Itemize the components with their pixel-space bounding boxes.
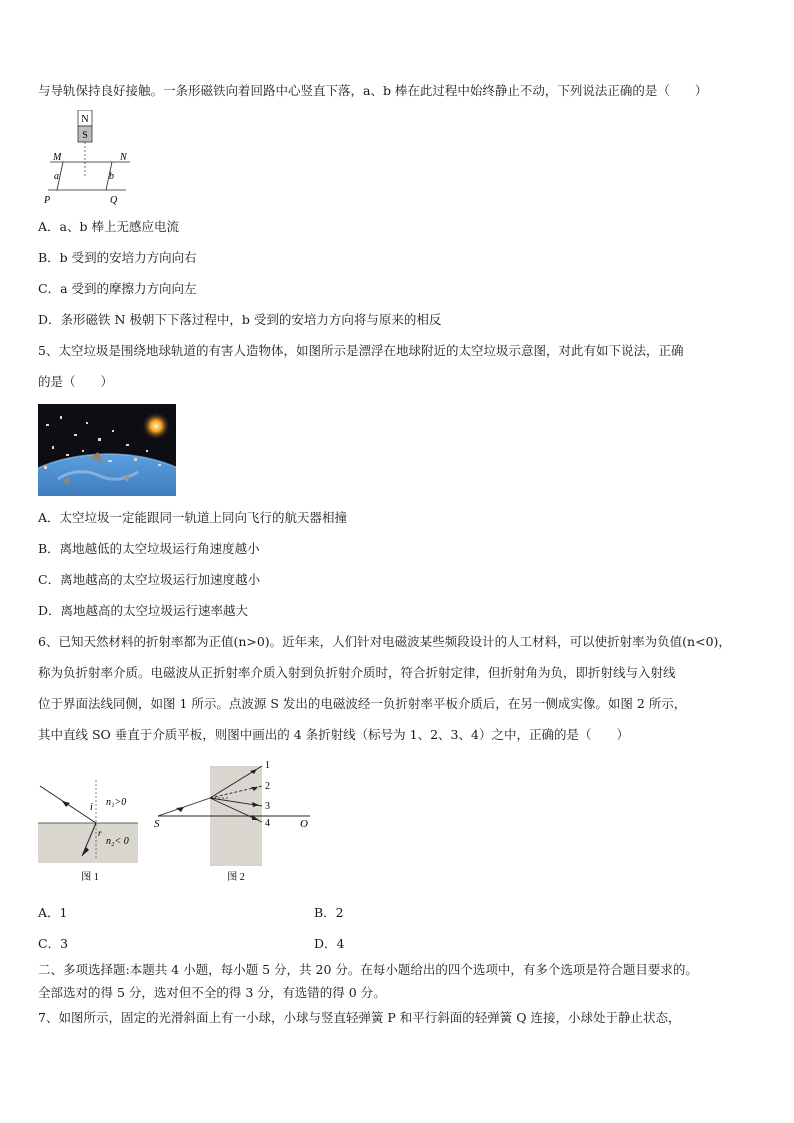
label-m: M: [53, 152, 62, 163]
q6-figure-2: [150, 758, 320, 885]
q4-figure-magnet-rails: [40, 110, 140, 206]
n2-label: n₂< 0: [106, 836, 129, 847]
q4-option-c: C．a 受到的摩擦力方向向左: [38, 281, 197, 296]
incident-arrow-icon: [62, 801, 70, 807]
space-debris-photo: [38, 404, 176, 496]
ray-4-label: 4: [265, 818, 270, 829]
ray-3-label: 3: [265, 801, 270, 812]
q4-option-a: A．a、b 棒上无感应电流: [38, 219, 179, 234]
point-o-label: O: [300, 818, 308, 830]
ray-2-label: 2: [265, 781, 270, 792]
section2-heading-line-1: 二、多项选择题:本题共 4 小题，每小题 5 分，共 20 分。在每小题给出的四个选项中，有多个选项是符合题目要求的。: [38, 962, 698, 977]
label-n-rail: N: [120, 152, 127, 163]
label-b: b: [109, 171, 114, 182]
angle-r-label: r: [98, 828, 102, 838]
q6-figure-1: [38, 770, 148, 885]
magnet-n-label: N: [81, 114, 89, 125]
angle-i-label: i: [90, 802, 93, 813]
q6-option-c: C．3: [38, 936, 69, 951]
fig2-caption: 图 2: [227, 872, 245, 883]
q5-text-line-2: 的是（ ）: [38, 374, 114, 389]
source-s-label: S: [154, 818, 160, 830]
label-q: Q: [110, 195, 118, 206]
q6-text-line-3: 位于界面法线同侧，如图 1 所示。点波源 S 发出的电磁波经一负折射率平板介质后，在另一侧成实像。如图 2 所示，: [38, 696, 687, 711]
q4-text-line-1: 与导轨保持良好接触。一条形磁铁向着回路中心竖直下落，a、b 棒在此过程中始终静止不动，下列说法正确的是（ ）: [38, 83, 708, 98]
magnet-s-label: S: [82, 130, 88, 141]
q4-option-d: D．条形磁铁 N 极朝下下落过程中，b 受到的安培力方向将与原来的相反: [38, 312, 442, 327]
q7-text-line-1: 7、如图所示，固定的光滑斜面上有一小球，小球与竖直轻弹簧 P 和平行斜面的轻弹簧 Q 连接，小球处于静止状态，: [38, 1010, 681, 1025]
n1-label: n₁>0: [106, 797, 127, 808]
fig1-caption: 图 1: [81, 872, 99, 883]
q5-text-line-1: 5、太空垃圾是围绕地球轨道的有害人造物体，如图所示是漂浮在地球附近的太空垃圾示意图，对此有如下说法，正确: [38, 343, 684, 358]
label-a: a: [54, 171, 59, 182]
q6-option-d: D．4: [314, 936, 345, 951]
q4-option-b: B．b 受到的安培力方向向右: [38, 250, 197, 265]
q6-text-line-1: 6、已知天然材料的折射率都为正值(n>0)。近年来，人们针对电磁波某些频段设计的人工材料，可以使折射率为负值(n<0)，: [38, 634, 731, 649]
label-p: P: [44, 195, 51, 206]
q5-option-d: D．离地越高的太空垃圾运行速率越大: [38, 603, 249, 618]
q5-option-c: C．离地越高的太空垃圾运行加速度越小: [38, 572, 261, 587]
q5-option-a: A．太空垃圾一定能跟同一轨道上同向飞行的航天器相撞: [38, 510, 348, 525]
ray-1-label: 1: [265, 760, 270, 771]
q5-option-b: B．离地越低的太空垃圾运行角速度越小: [38, 541, 260, 556]
section2-heading-line-2: 全部选对的得 5 分，选对但不全的得 3 分，有选错的得 0 分。: [38, 985, 386, 1000]
q6-option-a: A．1: [38, 905, 68, 920]
q6-option-b: B．2: [314, 905, 344, 920]
q6-text-line-4: 其中直线 SO 垂直于介质平板，则图中画出的 4 条折射线（标号为 1、2、3、4）之中，正确的是（ ）: [38, 727, 629, 742]
q6-text-line-2: 称为负折射率介质。电磁波从正折射率介质入射到负折射介质时，符合折射定律，但折射角为负，即折射线与入射线: [38, 665, 676, 680]
